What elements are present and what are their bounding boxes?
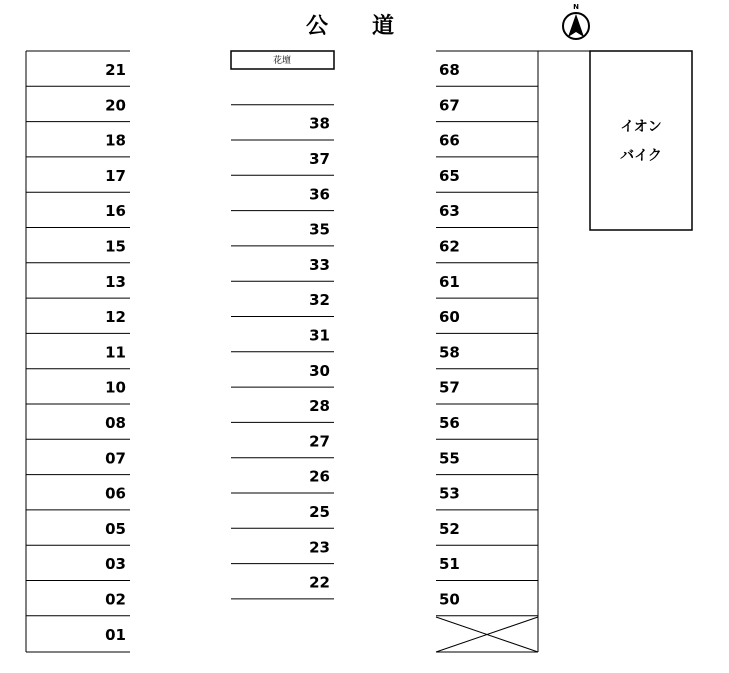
store-name-line1: イオン <box>620 119 662 135</box>
stall-number: 31 <box>309 326 330 345</box>
stall-number: 25 <box>309 503 330 521</box>
stall-number: 53 <box>439 484 460 503</box>
stall-number: 67 <box>439 96 460 115</box>
middle-stall-column <box>231 105 334 599</box>
right-stall-column <box>436 51 590 652</box>
store-name-line2: バイク <box>620 148 662 164</box>
stall-number: 37 <box>309 150 330 168</box>
stall-number: 12 <box>105 308 126 327</box>
stall-number: 05 <box>105 519 126 538</box>
stall-number: 03 <box>105 555 126 574</box>
stall-number: 20 <box>105 96 126 115</box>
stall-number: 27 <box>309 432 330 451</box>
stall-number: 30 <box>309 361 330 380</box>
stall-number: 23 <box>309 538 330 557</box>
stall-number: 02 <box>105 590 126 609</box>
stall-number: 51 <box>439 555 460 574</box>
stall-number: 26 <box>309 467 330 486</box>
unavailable-stall <box>436 617 538 652</box>
stall-number: 68 <box>439 61 460 79</box>
stall-number: 65 <box>439 166 460 185</box>
stall-number: 28 <box>309 397 330 416</box>
stall-number: 36 <box>309 185 330 204</box>
north-compass-icon <box>563 3 589 39</box>
flower-bed-label: 花壇 <box>272 56 292 66</box>
stall-number: 66 <box>439 131 460 150</box>
stall-number: 10 <box>105 378 126 397</box>
stall-number: 56 <box>439 414 460 432</box>
stall-number: 11 <box>105 343 126 362</box>
stall-number: 63 <box>439 202 460 221</box>
stall-number: 60 <box>439 308 460 327</box>
stall-number: 62 <box>439 237 460 256</box>
left-stall-column <box>26 51 130 652</box>
stall-number: 21 <box>105 61 126 79</box>
stall-number: 07 <box>105 449 126 468</box>
stall-number: 38 <box>309 114 330 133</box>
stall-number: 15 <box>105 237 126 256</box>
road-label: 公 道 <box>305 14 395 39</box>
stall-number: 01 <box>105 625 126 644</box>
stall-number: 50 <box>439 590 460 609</box>
stall-number: 18 <box>105 131 126 150</box>
stall-number: 22 <box>309 573 330 592</box>
stall-number: 08 <box>105 414 126 432</box>
stall-number: 61 <box>439 272 460 291</box>
store-building <box>590 51 692 230</box>
stall-number: 55 <box>439 449 460 468</box>
stall-number: 58 <box>439 343 460 362</box>
stall-number: 52 <box>439 519 460 538</box>
stall-number: 33 <box>309 255 330 274</box>
stall-number: 06 <box>105 484 126 503</box>
stall-number: 35 <box>309 220 330 239</box>
stall-number: 17 <box>105 166 126 185</box>
stall-number: 16 <box>105 202 126 221</box>
stall-number: 57 <box>439 378 460 397</box>
stall-number: 32 <box>309 291 330 310</box>
flower-bed <box>231 51 334 69</box>
compass-label: N <box>573 3 579 11</box>
stall-number: 13 <box>105 272 126 291</box>
